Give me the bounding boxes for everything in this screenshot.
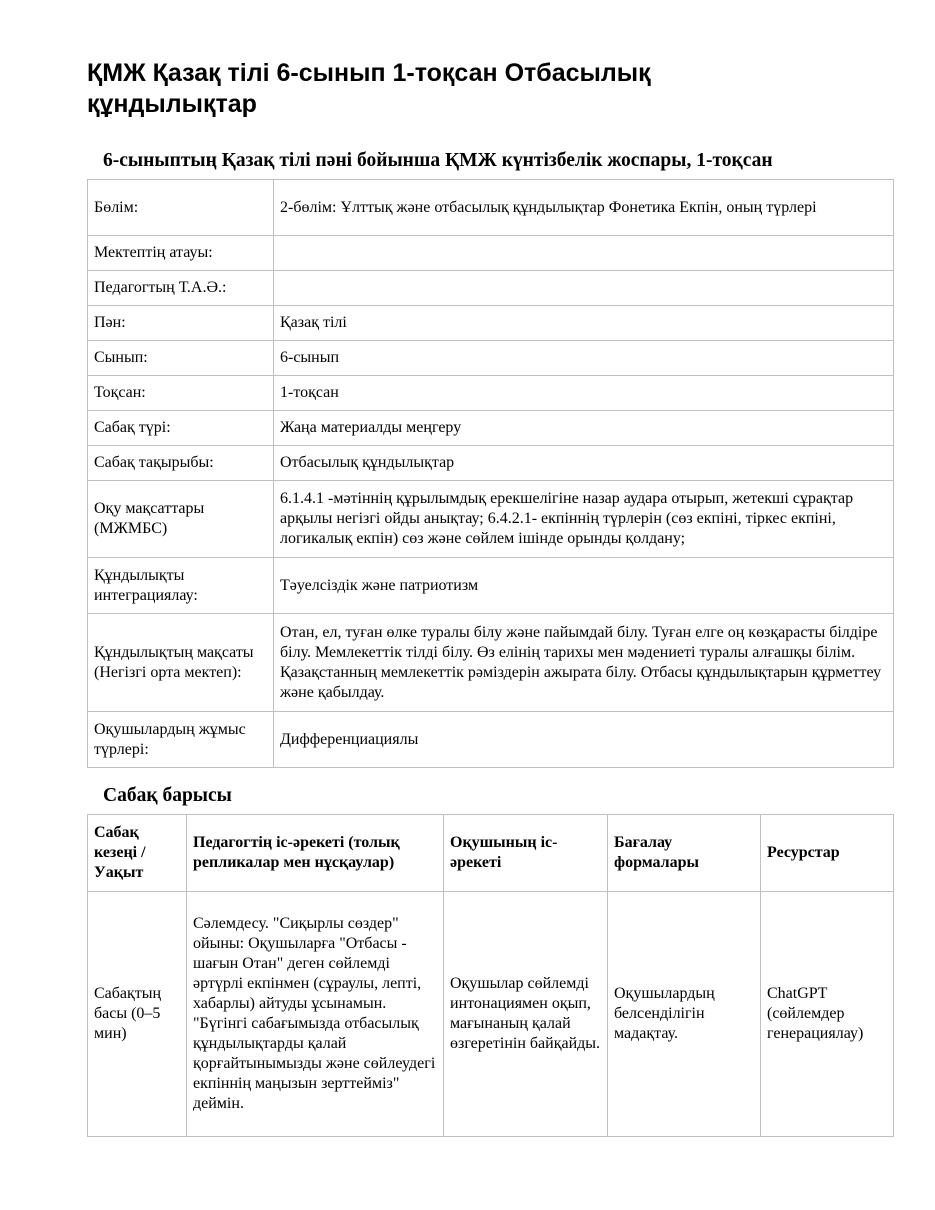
page-title: ҚМЖ Қазақ тілі 6-сынып 1-тоқсан Отбасылық құндылықтар [87, 59, 651, 118]
info-row-quarter [88, 376, 894, 411]
info-row-value-goal [88, 614, 894, 712]
info-value: 6.1.4.1 -мәтіннің құрылымдық ерекшелігіне назар аудара отырып, жетекші сұрақтар арқылы негізгі ойды анықтау; 6.4.2.1- екпіннің түрлерін (сөз екпіні, тіркес екпіні, логикалық екпін) сөз және сөйлем ішінде орынды қолдану; [274, 481, 894, 558]
lesson-row [88, 892, 894, 1137]
info-row-objectives [88, 481, 894, 558]
info-label: Сынып: [88, 341, 274, 376]
info-label: Тоқсан: [88, 376, 274, 411]
info-row-lesson-topic [88, 446, 894, 481]
header-assessment: Бағалау формалары [608, 815, 761, 892]
info-value: Тәуелсіздік және патриотизм [274, 558, 894, 614]
info-row-value-integration [88, 558, 894, 614]
header-student-activity: Оқушының іс-әрекеті [444, 815, 608, 892]
info-value: Жаңа материалды меңгеру [274, 411, 894, 446]
lesson-header-row [88, 815, 894, 892]
info-label: Сабақ түрі: [88, 411, 274, 446]
teacher-activity-cell: Сәлемдесу. "Сиқырлы сөздер" ойыны: Оқушыларға "Отбасы - шағын Отан" деген сөйлемді әртүрлі екпінмен (сұраулы, лепті, хабарлы) айтуды ұсынамын. "Бүгінгі сабағымызда отбасылық құндылықтарды қалай қорғайтынымызды және сөйлеудегі екпіннің маңызын зерттейміз" деймін. [187, 892, 444, 1137]
info-row-school [88, 236, 894, 271]
info-label: Бөлім: [88, 180, 274, 236]
info-label: Мектептің атауы: [88, 236, 274, 271]
info-row-work-types [88, 712, 894, 768]
assessment-cell: Оқушылардың белсенділігін мадақтау. [608, 892, 761, 1137]
info-label: Оқушылардың жұмыс түрлері: [88, 712, 274, 768]
header-teacher-activity: Педагогтің іс-әрекеті (толық репликалар мен нұсқаулар) [187, 815, 444, 892]
info-value: Қазақ тілі [274, 306, 894, 341]
info-label: Педагогтың Т.А.Ә.: [88, 271, 274, 306]
info-value: Дифференциациялы [274, 712, 894, 768]
info-value [274, 236, 894, 271]
plan-heading: 6-сыныптың Қазақ тілі пәні бойынша ҚМЖ күнтізбелік жоспары, 1-тоқсан [103, 150, 773, 171]
info-label: Құндылықты интеграциялау: [88, 558, 274, 614]
header-stage: Сабақ кезеңі / Уақыт [88, 815, 187, 892]
info-label: Құндылықтың мақсаты (Негізгі орта мектеп): [88, 614, 274, 712]
info-table [87, 179, 894, 768]
resources-cell: ChatGPT (сөйлемдер генерациялау) [761, 892, 894, 1137]
info-row-grade [88, 341, 894, 376]
student-activity-cell: Оқушылар сөйлемді интонациямен оқып, мағынаның қалай өзгеретінін байқайды. [444, 892, 608, 1137]
info-label: Пән: [88, 306, 274, 341]
info-value: Отан, ел, туған өлке туралы білу және пайымдай білу. Туған елге оң көзқарасты білдіре білу. Мемлекеттік тілді білу. Өз елінің тарихы мен мәдениеті туралы алғашқы білім. Қазақстанның мемлекеттік рәміздерін ажырата білу. Отбасы құндылықтарын құрметтеу және қабылдау. [274, 614, 894, 712]
stage-cell: Сабақтың басы (0–5 мин) [88, 892, 187, 1137]
info-row-teacher [88, 271, 894, 306]
info-value: Отбасылық құндылықтар [274, 446, 894, 481]
header-resources: Ресурстар [761, 815, 894, 892]
info-value: 2-бөлім: Ұлттық және отбасылық құндылықтар Фонетика Екпін, оның түрлері [274, 180, 894, 236]
info-value [274, 271, 894, 306]
lesson-table [87, 814, 894, 1137]
info-label: Оқу мақсаттары (МЖМБС) [88, 481, 274, 558]
lesson-heading: Сабақ барысы [103, 785, 232, 806]
info-value: 1-тоқсан [274, 376, 894, 411]
info-row-lesson-type [88, 411, 894, 446]
info-label: Сабақ тақырыбы: [88, 446, 274, 481]
info-value: 6-сынып [274, 341, 894, 376]
info-row-section [88, 180, 894, 236]
info-row-subject [88, 306, 894, 341]
